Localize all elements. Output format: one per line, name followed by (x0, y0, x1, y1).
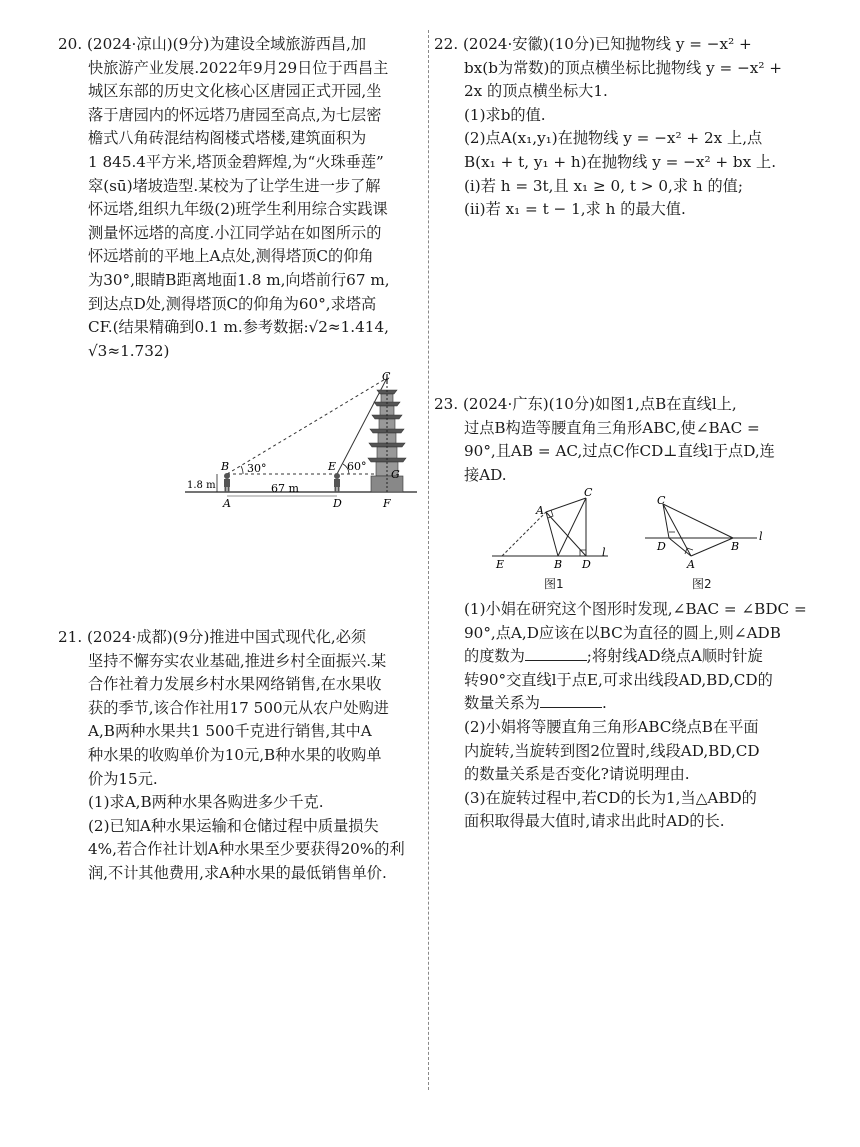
fig1-label-l: l (602, 546, 606, 559)
question-23 (434, 393, 808, 487)
label-g: G (391, 468, 400, 481)
label-distance: 67 m (271, 482, 299, 495)
q21-part: 4%,若合作社计划A种水果至少要获得20%的利 (88, 840, 405, 859)
q20-line: √3≈1.732) (88, 341, 170, 360)
q22-part: (2)点A(x₁,y₁)在抛物线 y = −x² + 2x 上,点 (464, 129, 763, 148)
label-e: E (328, 460, 337, 473)
label-angle-30: 30° (247, 462, 267, 475)
fig1-label-c: C (584, 486, 593, 499)
question-23-parts (434, 598, 808, 834)
label-height: 1.8 m (187, 480, 216, 491)
q20-line: 檐式八角砖混结构阁楼式塔楼,建筑面积为 (88, 129, 367, 148)
q20-line: CF.(结果精确到0.1 m.参考数据:√2≈1.414, (88, 318, 389, 337)
q20-line: 快旅游产业发展.2022年9月29日位于西昌主 (88, 58, 389, 77)
fig1-label-a: A (536, 504, 544, 517)
q21-line: 坚持不懈夯实农业基础,推进乡村全面振兴.某 (88, 651, 387, 670)
label-f: F (383, 497, 391, 510)
q20-line: 1 845.4平方米,塔顶金碧辉煌,为“火珠垂莲” (88, 152, 384, 171)
q22-part: (1)求b的值. (464, 105, 546, 124)
q23-line: 90°,且AB = AC,过点C作CD⊥直线l于点D,连 (464, 442, 775, 461)
label-b: B (221, 460, 230, 473)
fig1-label-e: E (496, 558, 505, 571)
q22-part: (ii)若 x₁ = t − 1,求 h 的最大值. (464, 200, 686, 219)
q22-line: 22. (2024·安徽)(10分)已知抛物线 y = −x² + (434, 35, 752, 53)
fig2-label-l: l (759, 530, 763, 543)
q23-line: 过点B构造等腰直角三角形ABC,使∠BAC = (464, 418, 760, 437)
q20-line: 20. (2024·凉山)(9分)为建设全域旅游西昌,加 (58, 35, 367, 53)
question-22 (434, 33, 808, 222)
q21-line: 获的季节,该合作社用17 500元从农户处购进 (88, 698, 389, 717)
question-20 (58, 33, 420, 363)
q21-part: (1)求A,B两种水果各购进多少千克. (88, 793, 324, 812)
q23-figure-2 (645, 490, 775, 575)
q23-line: 接AD. (464, 465, 507, 484)
q23-part3-line: (3)在旋转过程中,若CD的长为1,当△ABD的 (464, 788, 757, 807)
q23-part2-line: 的数量关系是否变化?请说明理由. (464, 765, 690, 784)
label-d: D (333, 497, 342, 510)
fig1-label-d: D (582, 558, 591, 571)
q23-line: 23. (2024·广东)(10分)如图1,点B在直线l上, (434, 395, 737, 413)
q23-part1-text: 的度数为 (464, 647, 525, 666)
label-c: C (382, 370, 391, 383)
q23-part1-line: 90°,点A,D应该在以BC为直径的圆上,则∠ADB (464, 623, 781, 642)
q21-line: A,B两种水果共1 500千克进行销售,其中A (88, 722, 372, 741)
q23-part3-line: 面积取得最大值时,请求出此时AD的长. (464, 812, 725, 831)
q22-line: bx(b为常数)的顶点横坐标比抛物线 y = −x² + (464, 58, 783, 77)
q20-line: 怀远塔前的平地上A点处,测得塔顶C的仰角 (88, 247, 374, 266)
question-21 (58, 626, 420, 886)
q23-part1-line: (1)小娟在研究这个图形时发现,∠BAC = ∠BDC = (464, 600, 807, 618)
q23-part1-text: ;将射线AD绕点A顺时针旋 (586, 647, 763, 666)
fig1-label-b: B (554, 558, 563, 571)
column-divider (428, 30, 429, 1090)
answer-blank[interactable] (540, 693, 602, 708)
q21-line: 合作社着力发展乡村水果网络销售,在水果收 (88, 675, 382, 694)
q22-line: 2x 的顶点横坐标大1. (464, 82, 608, 101)
q21-part: 润,不计其他费用,求A种水果的最低销售单价. (88, 863, 387, 882)
q21-line: 种水果的收购单价为10元,B种水果的收购单 (88, 745, 382, 764)
q20-line: 怀远塔,组织九年级(2)班学生利用综合实践课 (88, 200, 388, 219)
q20-tower-figure (185, 370, 425, 512)
q20-line: 为30°,眼睛B距离地面1.8 m,向塔前行67 m, (88, 270, 390, 289)
q23-part1-line (434, 645, 808, 669)
q23-part1-text: . (601, 694, 607, 713)
q23-part1-line: 转90°交直线l于点E,可求出线段AD,BD,CD的 (464, 670, 773, 689)
q20-line: 测量怀远塔的高度.小江同学站在如图所示的 (88, 223, 382, 242)
q23-part2-line: 内旋转,当旋转到图2位置时,线段AD,BD,CD (464, 741, 760, 760)
q22-part: (i)若 h = 3t,且 x₁ ≥ 0, t > 0,求 h 的值; (464, 176, 743, 195)
fig1-caption: 图1 (544, 577, 564, 591)
q20-line: 到达点D处,测得塔顶C的仰角为60°,求塔高 (88, 294, 377, 313)
fig2-label-d: D (657, 540, 666, 553)
q22-part: B(x₁ + t, y₁ + h)在抛物线 y = −x² + bx 上. (464, 152, 777, 171)
person-d-icon (334, 473, 340, 492)
q21-line: 21. (2024·成都)(9分)推进中国式现代化,必须 (58, 628, 367, 646)
fig2-label-c: C (657, 494, 666, 507)
q21-line: 价为15元. (88, 769, 158, 788)
q20-line: 窣(sū)堵坡造型.某校为了让学生进一步了解 (88, 176, 381, 195)
person-a-icon (224, 473, 230, 492)
q23-part1-line (434, 692, 808, 716)
label-a: A (223, 497, 231, 510)
q21-part: (2)已知A种水果运输和仓储过程中质量损失 (88, 816, 379, 835)
fig2-label-b: B (731, 540, 740, 553)
q20-line: 落于唐园内的怀远塔乃唐园至高点,为七层密 (88, 105, 382, 124)
q20-line: 城区东部的历史文化核心区唐园正式开园,坐 (88, 82, 382, 101)
q23-figure-1 (490, 486, 620, 574)
answer-blank[interactable] (525, 646, 587, 661)
fig2-caption: 图2 (692, 577, 712, 591)
fig2-label-a: A (687, 558, 695, 571)
q23-part2-line: (2)小娟将等腰直角三角形ABC绕点B在平面 (464, 717, 759, 736)
q23-part1-text: 数量关系为 (464, 694, 540, 713)
label-angle-60: 60° (347, 460, 367, 473)
